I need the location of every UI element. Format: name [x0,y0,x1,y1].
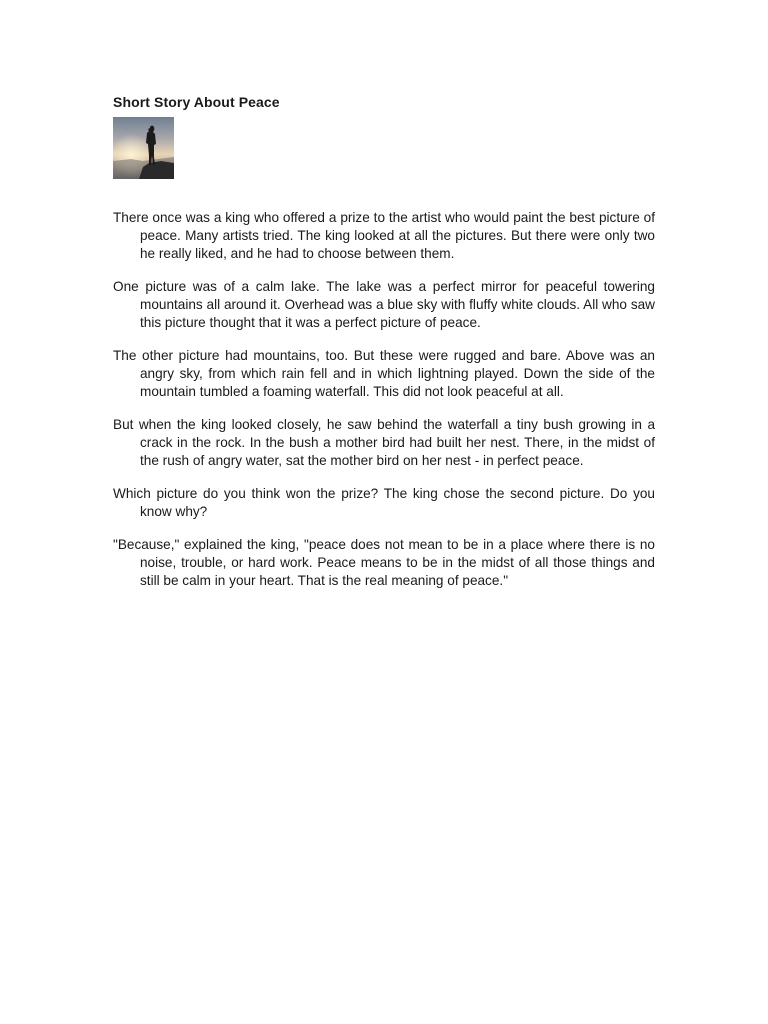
document-title: Short Story About Peace [113,94,280,110]
paragraph: "Because," explained the king, "peace does not mean to be in a place where there is no noise, trouble, or hard work. Peace means to be in the midst of all those things and still be calm in your heart. That is the real meaning of peace." [113,537,655,588]
paragraph: But when the king looked closely, he saw behind the waterfall a tiny bush growing in a crack in the rock. In the bush a mother bird had built her nest. There, in the midst of the rush of angry water, sat the mother bird on her nest - in perfect peace. [113,417,655,468]
paragraph: One picture was of a calm lake. The lake was a perfect mirror for peaceful towering mountains all around it. Overhead was a blue sky with fluffy white clouds. All who saw this picture thought that it was a perfect picture of peace. [113,279,655,330]
paragraph: The other picture had mountains, too. But these were rugged and bare. Above was an angry sky, from which rain fell and in which lightning played. Down the side of the mountain tumbled a foaming waterfall. This did not look peaceful at all. [113,348,655,399]
sunset-silhouette-image [113,117,174,179]
document-content [113,94,655,605]
story-body [113,209,655,590]
paragraph: There once was a king who offered a prize to the artist who would paint the best picture of peace. Many artists tried. The king looked at all the pictures. But there were only two he really liked, and he had to choose between them. [113,210,655,261]
paragraph: Which picture do you think won the prize? The king chose the second picture. Do you know why? [113,486,655,519]
